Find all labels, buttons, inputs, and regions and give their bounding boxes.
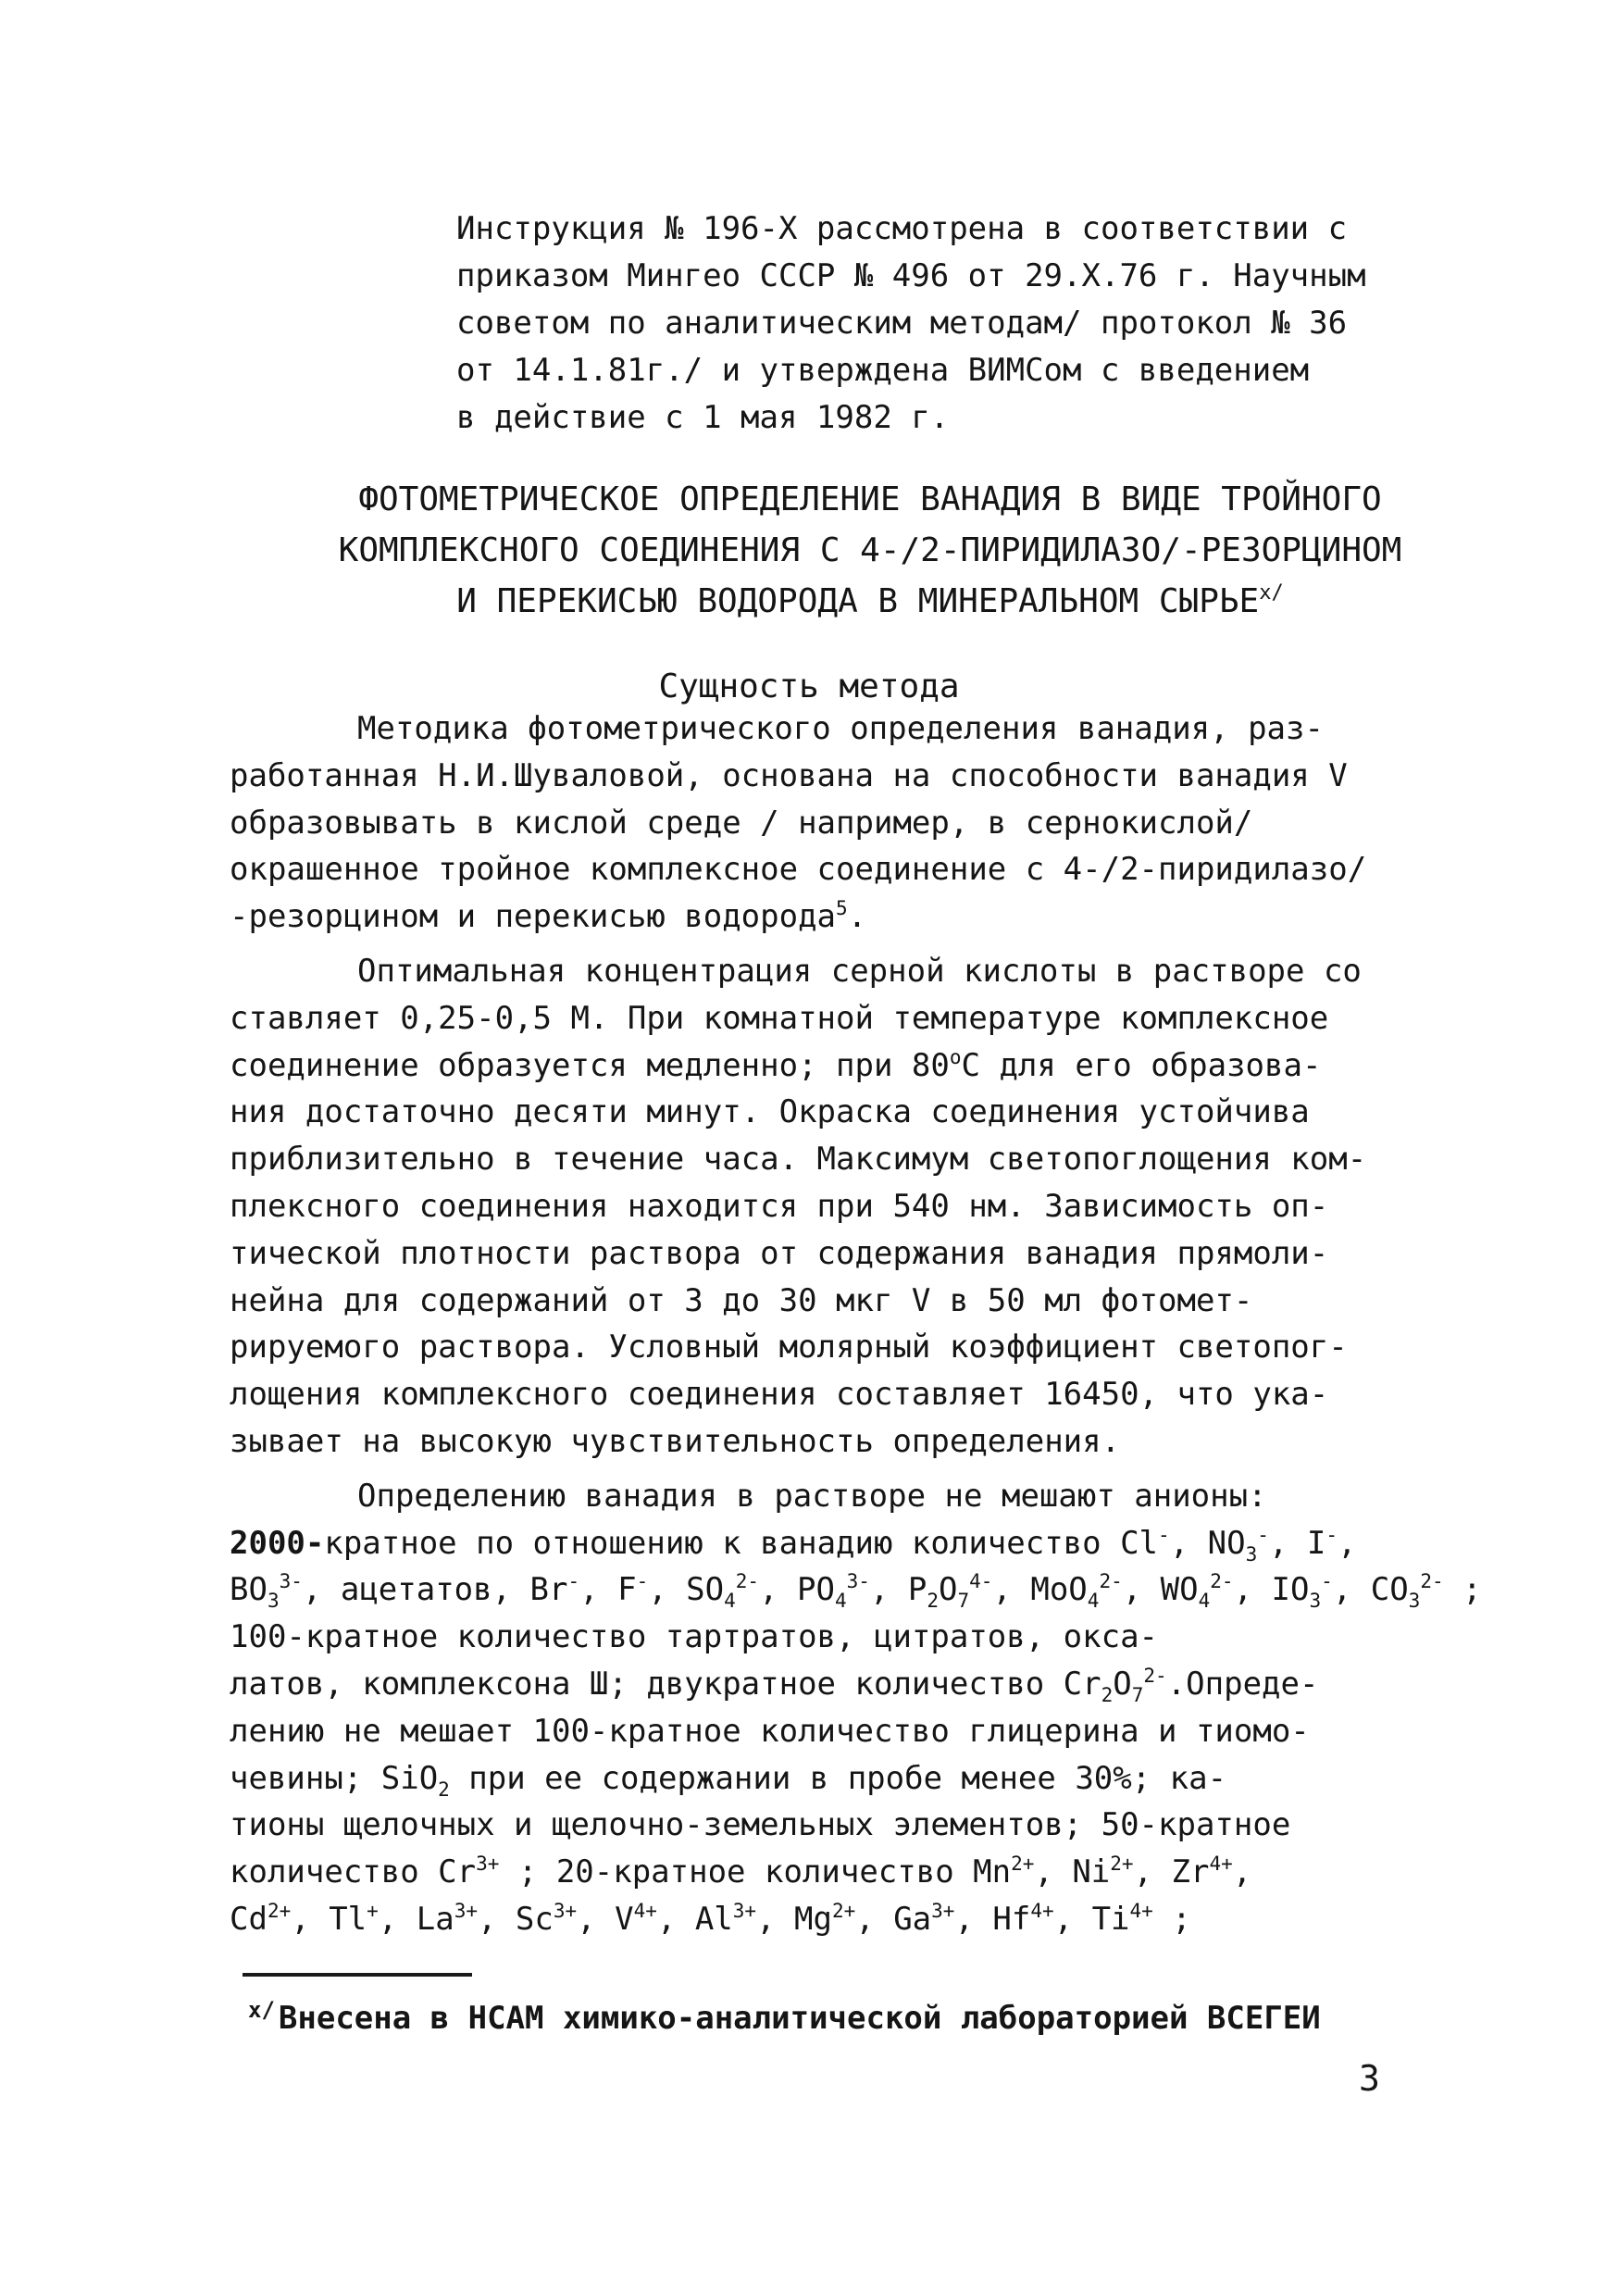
approval-line: от 14.1.81г./ и утверждена ВИМСом с введением: [456, 352, 1310, 389]
section-heading: Сущность метода: [658, 668, 960, 705]
footnote-mark: x/: [248, 1997, 275, 2023]
paragraph-line: рируемого раствора. Условный молярный коэффициент светопог-: [230, 1329, 1348, 1366]
paragraph-line: Определению ванадия в растворе не мешают анионы:: [357, 1477, 1267, 1515]
paragraph-line: плексного соединения находится при 540 нм. Зависимость оп-: [230, 1187, 1329, 1225]
paragraph-line: приблизительно в течение часа. Максимум светопоглощения ком-: [230, 1141, 1367, 1179]
paragraph-line: 2000-кратное по отношению к ванадию количество Cl-, $NO_3^-$, I-,: [230, 1523, 1357, 1566]
page-number: 3: [1359, 2058, 1380, 2099]
paragraph-line: латов, комплексона Ш; двукратное количество $Cr_2O_7^{2-}.Опреде-$: [230, 1664, 1319, 1706]
paragraph-line: ния достаточно десяти минут. Окраска соединения устойчива: [230, 1093, 1310, 1131]
approval-line: советом по аналитическим методам/ протокол № 36: [456, 305, 1348, 342]
paragraph-line: тионы щелочных и щелочно-земельных элементов; 50-кратное: [230, 1806, 1291, 1844]
paragraph-line: нейна для содержаний от 3 до 30 мкг V в 50 мл фотомет-: [230, 1281, 1253, 1319]
body-text: [230, 705, 1482, 1943]
approval-note: [456, 206, 1366, 442]
title-line: И ПЕРЕКИСЬЮ ВОДОРОДА В МИНЕРАЛЬНОМ СЫРЬЕ$^{x/}$: [456, 581, 1284, 620]
document-title: [315, 474, 1425, 627]
paragraph-line: 100-кратное количество тартратов, цитратов, окса-: [230, 1618, 1159, 1656]
title-line: ФОТОМЕТРИЧЕСКОЕ ОПРЕДЕЛЕНИЕ ВАНАДИЯ В ВИДЕ ТРОЙНОГО: [358, 480, 1382, 518]
paragraph-line: зывает на высокую чувствительность определения.: [230, 1422, 1121, 1460]
paragraph-line: количество $Cr^{3+}$ ; 20-кратное количество $Mn^{2+}$, $Ni^{2+}$, $Zr^{4+}$,: [230, 1853, 1252, 1891]
paragraph-line: ставляет 0,25-0,5 М. При комнатной температуре комплексное: [230, 999, 1329, 1037]
approval-line: приказом Мингео СССР № 496 от 29.X.76 г. Научным: [456, 257, 1366, 294]
footnote-reference: x/: [1259, 581, 1284, 605]
paragraph-line: $BO_3^{3-}$, ацетатов, Br-, F-, $SO_4^{2-}$, $PO_4^{3-}$, $P_2O_7^{4-}$, MoO$_4^{2-}$, $WO_4^{2-}$, $IO_3^-$, $CO_3^{2-}$ ;: [230, 1570, 1482, 1613]
paragraph-line: соединение образуется медленно; при $80^оС$ для его образова-: [230, 1045, 1322, 1084]
footnote-separator: [243, 1973, 472, 1977]
title-line: КОМПЛЕКСНОГО СОЕДИНЕНИЯ С 4-/2-ПИРИДИЛАЗО/-РЕЗОРЦИНОМ: [338, 531, 1402, 569]
approval-line: в действие с 1 мая 1982 г.: [456, 399, 950, 436]
paragraph-line: Методика фотометрического определения ванадия, раз-: [357, 710, 1324, 747]
footnote-text: Внесена в НСАМ химико-аналитической лабораторией ВСЕГЕИ: [278, 2000, 1321, 2037]
footnote: [248, 1989, 1321, 2040]
paragraph-line: окрашенное тройное комплексное соединение с 4-/2-пиридилазо/: [230, 851, 1367, 889]
paragraph-line: -резорцином и перекисью водорода$^5$.: [230, 897, 867, 936]
paragraph-line: чевины; SiO$_2$ при ее содержании в пробе менее 30%; ка-: [230, 1759, 1227, 1801]
paragraph-line: тической плотности раствора от содержания ванадия прямоли-: [230, 1234, 1329, 1272]
paragraph-line: работанная Н.И.Шуваловой, основана на способности ванадия V: [230, 756, 1348, 794]
paragraph-line: образовывать в кислой среде / например, в сернокислой/: [230, 804, 1253, 842]
paragraph-line: лению не мешает 100-кратное количество глицерина и тиомо-: [230, 1712, 1310, 1750]
paragraph-line: Оптимальная концентрация серной кислоты в растворе со: [357, 952, 1362, 990]
paragraph-line: $Cd^{2+}$, Tl+, $La^{3+}$, $Sc^{3+}$, $V^{4+}$, $Al^{3+}$, $Mg^{2+}$, $Ga^{3+}$, $Hf^{4+}$, $Ti^{4+}$ ;: [230, 1899, 1191, 1938]
paragraph-line: лощения комплексного соединения составляет 16450, что ука-: [230, 1376, 1329, 1414]
citation-reference: 5: [836, 897, 848, 920]
approval-line: Инструкция № 196-X рассмотрена в соответствии с: [456, 210, 1348, 247]
